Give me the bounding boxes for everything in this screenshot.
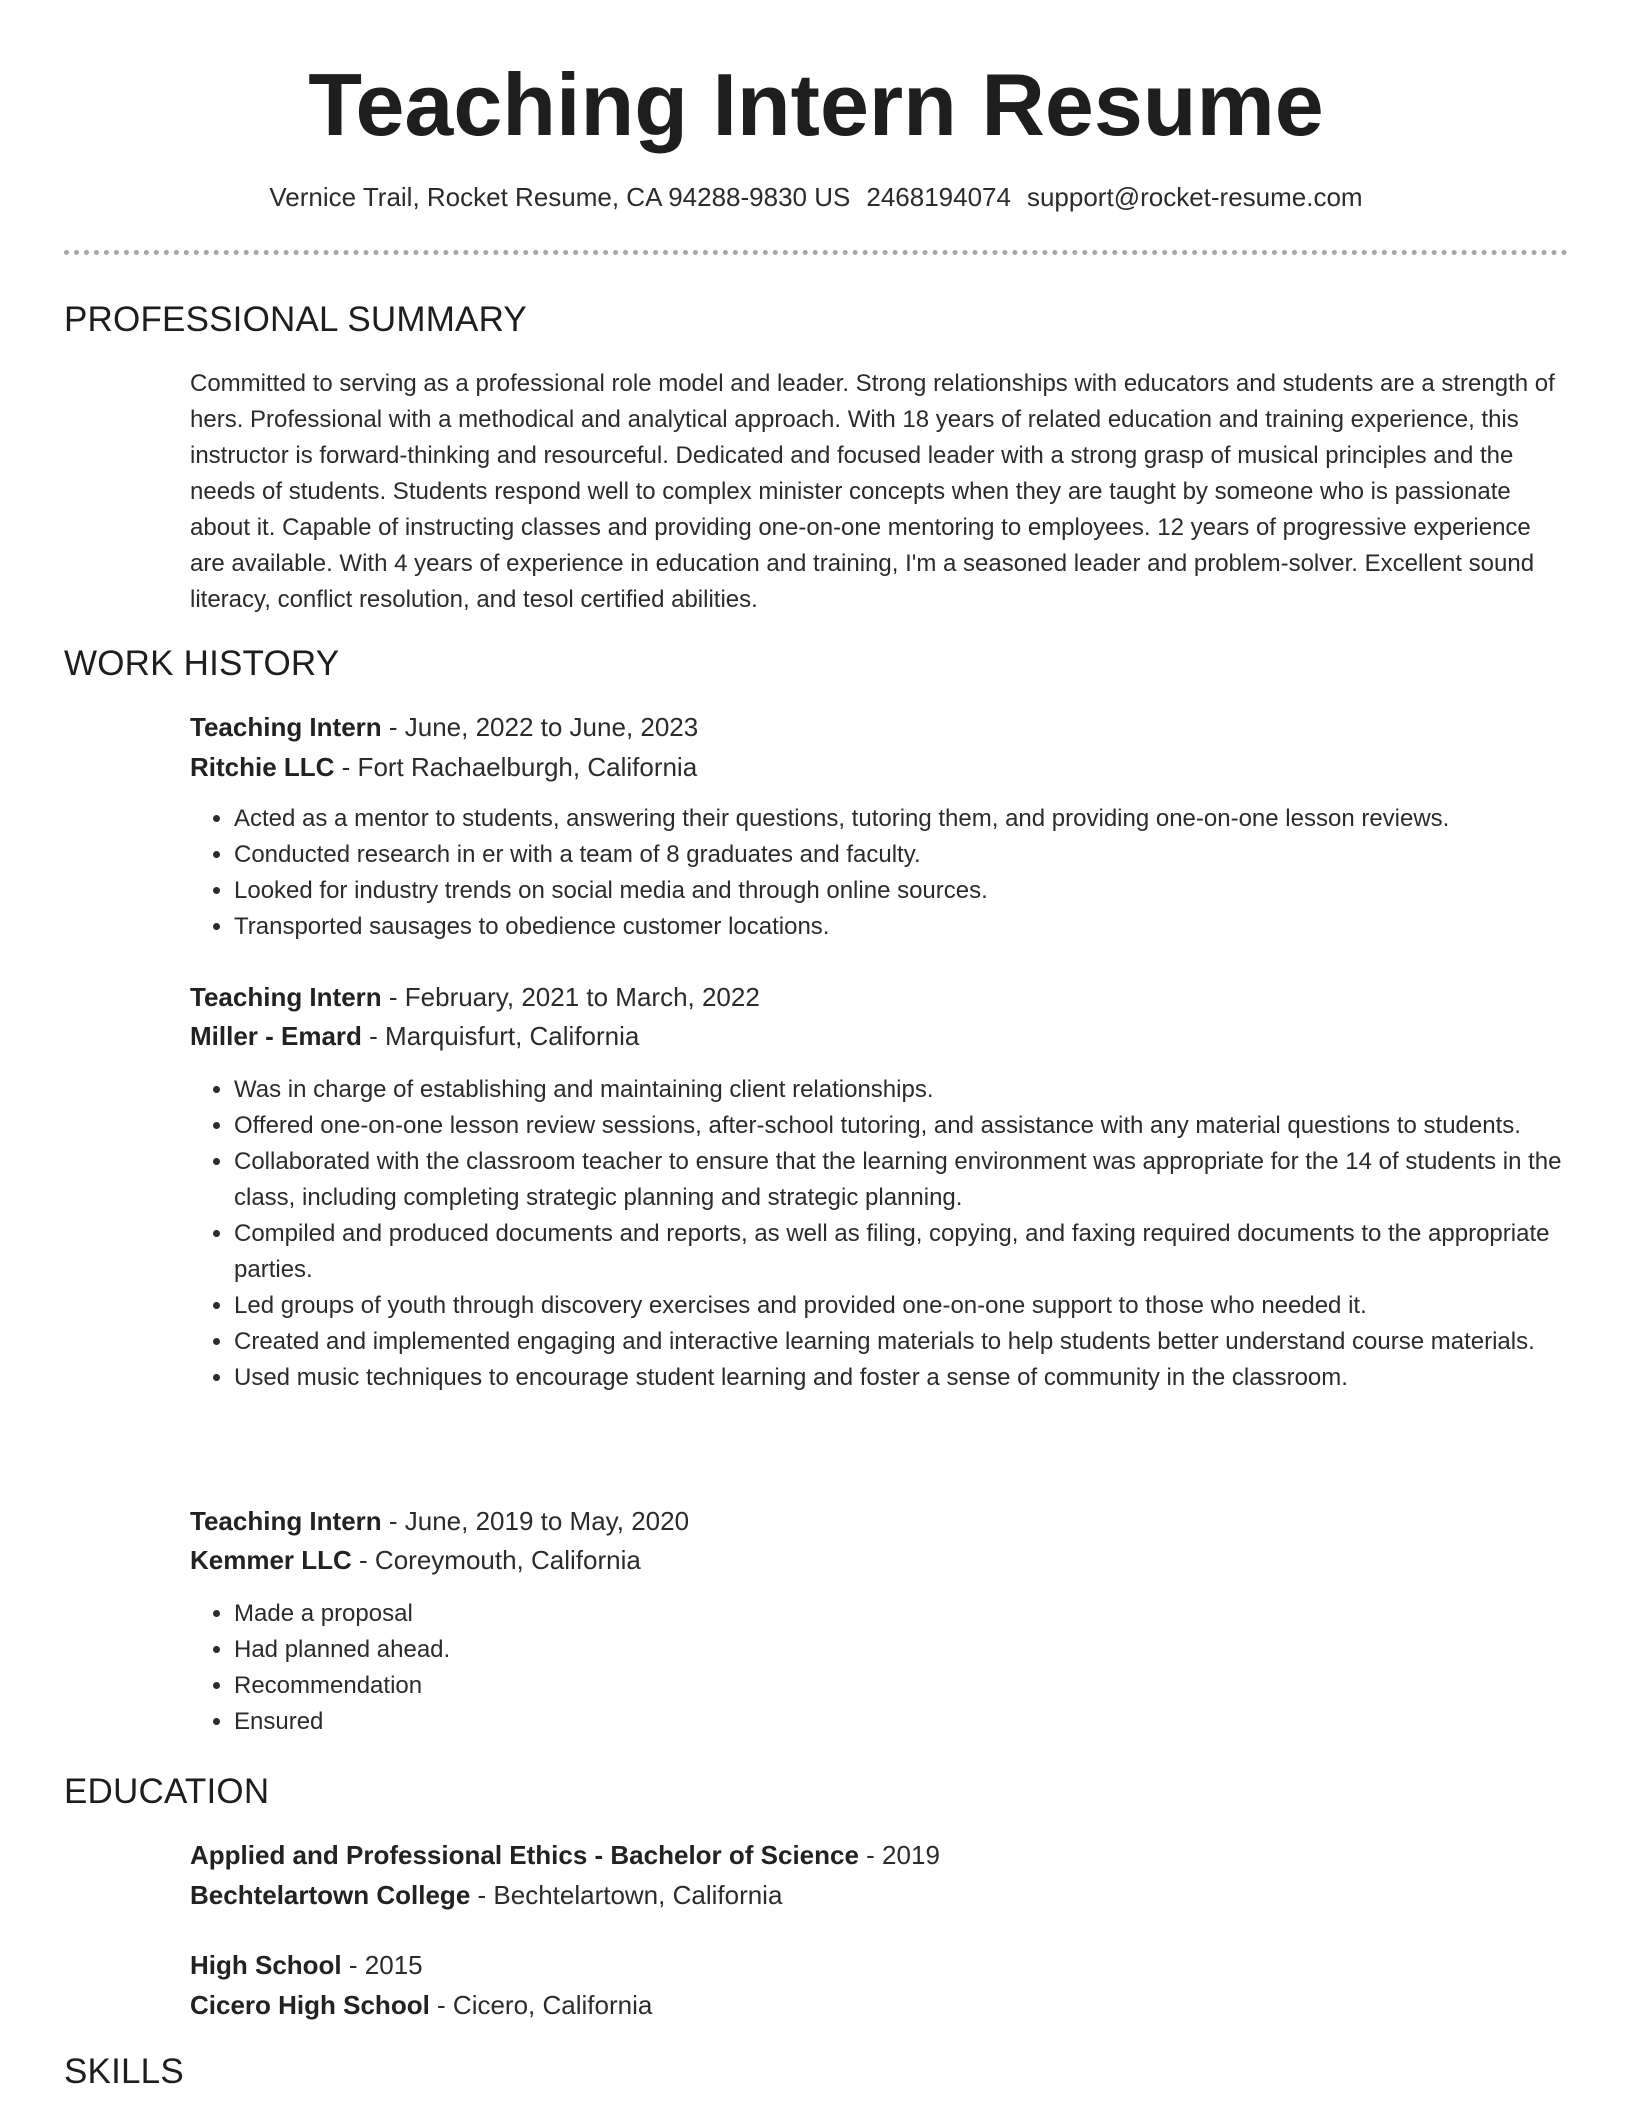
education-year: - 2019 <box>858 1840 940 1870</box>
list-item: • Created and implemented engaging and interactive learning materials to help students better understand course materials. <box>234 1324 1614 1360</box>
list-item: • Conducted research in er with a team of 8 graduates and faculty. <box>234 837 1614 873</box>
education-school: Bechtelartown College <box>190 1880 471 1910</box>
list-item: • Acted as a mentor to students, answering their questions, tutoring them, and providing one-on-one lesson reviews. <box>234 801 1614 837</box>
education-year: - 2015 <box>341 1950 423 1980</box>
education-school-line <box>190 1990 652 2021</box>
resume-title: Teaching Intern Resume <box>308 55 1324 154</box>
job-role: Teaching Intern <box>190 982 382 1012</box>
education-degree-line <box>190 1950 423 1981</box>
list-item: • Collaborated with the classroom teacher to ensure that the learning environment was appropriate for the 14 of students in the class, including completing strategic planning and strategic planning. <box>234 1144 1614 1216</box>
job-dates: - June, 2019 to May, 2020 <box>381 1506 690 1536</box>
list-item: • Had planned ahead. <box>234 1632 1614 1668</box>
list-item: • Transported sausages to obedience customer locations. <box>234 909 1614 945</box>
list-item: • Offered one-on-one lesson review sessions, after-school tutoring, and assistance with any material questions to students. <box>234 1108 1614 1144</box>
list-item: • Looked for industry trends on social media and through online sources. <box>234 873 1614 909</box>
summary-text: Committed to serving as a professional role model and leader. Strong relationships with educators and students are a strength of hers. Professional with a methodical and analytical approach. With 18 years of related education and training experience, this instructor is forward-thinking and resourceful. Dedicated and focused leader with a strong grasp of musical principles and the needs of students. Students respond well to complex minister concepts when they are taught by someone who is passionate about it. Capable of instructing classes and providing one-on-one mentoring to employees. 12 years of progressive experience are available. With 4 years of experience in education and training, I'm a seasoned leader and problem-solver. Excellent sound literacy, conflict resolution, and tesol certified abilities. <box>190 370 1555 613</box>
education-heading: EDUCATION <box>64 1772 270 1811</box>
list-item: • Was in charge of establishing and maintaining client relationships. <box>234 1072 1614 1108</box>
job-company-line <box>190 1545 641 1576</box>
contact-phone: 2468194074 <box>866 182 1011 212</box>
job-title-line <box>190 712 698 743</box>
job-location: - Fort Rachaelburgh, California <box>334 752 698 782</box>
education-degree: Applied and Professional Ethics - Bachelor of Science <box>190 1840 859 1870</box>
job-company-line <box>190 752 697 783</box>
education-school: Cicero High School <box>190 1990 430 2020</box>
contact-line <box>0 182 1632 213</box>
job-title-line <box>190 1506 689 1537</box>
job-bullets <box>190 801 1614 945</box>
job-location: - Marquisfurt, California <box>361 1021 640 1051</box>
job-role: Teaching Intern <box>190 712 382 742</box>
job-bullets <box>190 1072 1614 1396</box>
job-role: Teaching Intern <box>190 1506 382 1536</box>
list-item: • Used music techniques to encourage student learning and foster a sense of community in the classroom. <box>234 1360 1614 1396</box>
header-divider <box>64 250 1568 255</box>
skills-heading: SKILLS <box>64 2052 184 2091</box>
work-history-heading: WORK HISTORY <box>64 644 340 683</box>
job-company-line <box>190 1021 639 1052</box>
job-title-line <box>190 982 760 1013</box>
job-company: Kemmer LLC <box>190 1545 352 1575</box>
list-item: • Ensured <box>234 1704 1614 1740</box>
job-company: Miller - Emard <box>190 1021 362 1051</box>
education-degree: High School <box>190 1950 342 1980</box>
job-dates: - June, 2022 to June, 2023 <box>381 712 699 742</box>
job-company: Ritchie LLC <box>190 752 335 782</box>
job-dates: - February, 2021 to March, 2022 <box>381 982 760 1012</box>
list-item: • Made a proposal <box>234 1596 1614 1632</box>
list-item: • Compiled and produced documents and reports, as well as filing, copying, and faxing required documents to the appropriate parties. <box>234 1216 1614 1288</box>
summary-heading: PROFESSIONAL SUMMARY <box>64 300 527 339</box>
list-item: • Recommendation <box>234 1668 1614 1704</box>
education-location: - Cicero, California <box>429 1990 653 2020</box>
education-school-line <box>190 1880 782 1911</box>
education-location: - Bechtelartown, California <box>470 1880 783 1910</box>
job-bullets <box>190 1596 1614 1740</box>
job-location: - Coreymouth, California <box>351 1545 641 1575</box>
list-item: • Led groups of youth through discovery exercises and provided one-on-one support to those who needed it. <box>234 1288 1614 1324</box>
contact-email: support@rocket-resume.com <box>1026 182 1363 212</box>
education-degree-line <box>190 1840 940 1871</box>
contact-address: Vernice Trail, Rocket Resume, CA 94288-9830 US <box>269 182 851 212</box>
